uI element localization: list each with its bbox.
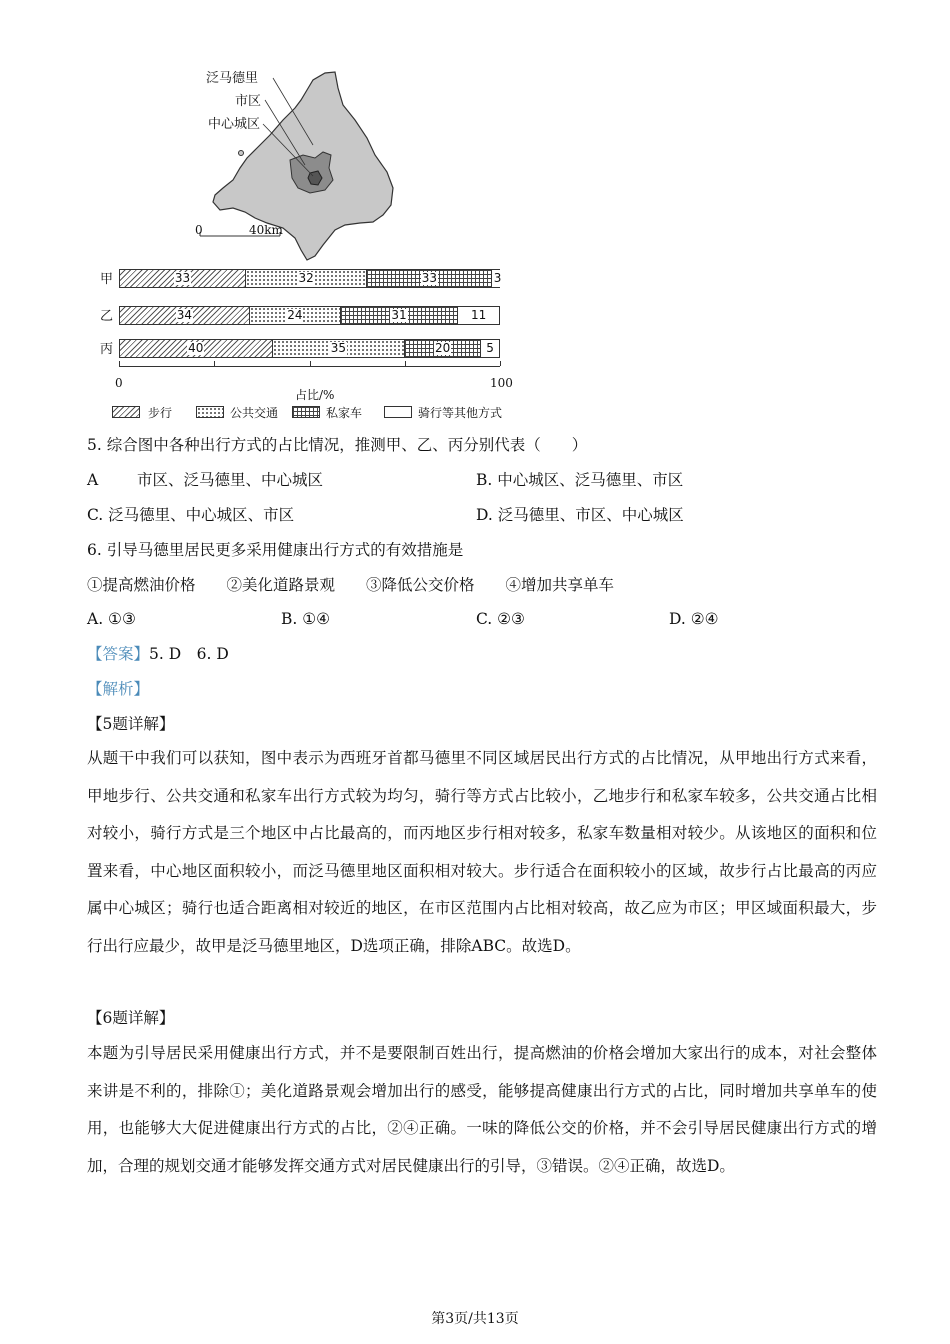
q5-detail-title: 【5题详解】 [87, 715, 175, 733]
bar-value-label: 24 [287, 308, 303, 322]
bar-segment-other [457, 307, 499, 324]
bar-value-label: 40 [188, 341, 204, 355]
x-tick-3 [405, 361, 406, 366]
x-tick-2 [310, 361, 311, 366]
q6-option-d: D. ②④ [669, 610, 719, 628]
bar-value-label: 35 [330, 341, 347, 355]
bar-segment-walk [120, 270, 245, 287]
x-tick-0 [119, 361, 120, 366]
legend-swatch-walk [112, 406, 140, 418]
answer-tag: 【答案】 [87, 645, 150, 663]
legend-swatch-car [292, 406, 320, 418]
bar-segment-car [366, 270, 491, 287]
x-axis [119, 366, 500, 367]
legend-label-walk: 步行 [148, 406, 173, 420]
map-label-city: 市区 [235, 94, 262, 109]
analysis-tag: 【解析】 [87, 680, 150, 698]
page-footer: 第3页/共13页 [431, 1311, 519, 1327]
scale-length: 40km [249, 223, 283, 237]
q6-option-c: C. ②③ [476, 610, 525, 628]
bar-value-label: 32 [298, 271, 314, 285]
legend-label-other: 骑行等其他方式 [418, 406, 503, 420]
legend-label-bus: 公共交通 [230, 406, 279, 420]
legend-swatch-other [384, 406, 412, 418]
map-label-center: 中心城区 [208, 117, 261, 132]
bar-segment-bus [245, 270, 366, 287]
bar-segment-walk [120, 307, 249, 324]
bar-value-label: 33 [174, 271, 191, 285]
bar-segment-car [340, 307, 457, 324]
scale-zero: 0 [195, 223, 203, 237]
q6-option-b: B. ①④ [281, 610, 331, 628]
row-label-2: 丙 [100, 342, 114, 357]
chart-legend [112, 404, 532, 420]
madrid-map [195, 60, 415, 275]
travel-mode-chart [0, 260, 950, 425]
bar-segment-other [480, 340, 499, 357]
map-figure [195, 60, 415, 275]
bar-value-label: 5 [486, 341, 494, 355]
map-label-greater-madrid: 泛马德里 [206, 71, 259, 86]
q5-stem: 5. 综合图中各种出行方式的占比情况，推测甲、乙、丙分别代表（ ） [87, 436, 588, 454]
q5-option-c: C. 泛马德里、中心城区、市区 [87, 506, 295, 524]
x-tick-4 [500, 361, 501, 366]
x-tick-label-0: 0 [115, 376, 123, 390]
x-tick-1 [214, 361, 215, 366]
q5-option-a-letter: A [87, 471, 99, 489]
bar-segment-bus [272, 340, 405, 357]
row-label-1: 乙 [100, 309, 114, 324]
q6-detail-title: 【6题详解】 [87, 1009, 175, 1027]
bar-row-2 [119, 339, 500, 358]
q5-option-a-text: 市区、泛马德里、中心城区 [137, 471, 324, 489]
q6-detail-body: 本题为引导居民采用健康出行方式，并不是要限制百姓出行，提高燃油的价格会增加大家出行的成本，对社会整体来讲是不利的，排除①；美化道路景观会增加出行的感受，能够提高健康出行方式的占比，同时增加共享单车的使用，也能够大大促进健康出行方式的占比，②④正确。一味的降低公交的价格，并不会引导居民健康出行方式的增加，合理的规划交通才能够发挥交通方式对居民健康出行的引导，③错误。②④正确，故选D。 [87, 1044, 877, 1175]
small-enclave [239, 151, 244, 156]
bar-value-label: 20 [435, 341, 451, 355]
x-tick-label-100: 100 [490, 376, 513, 390]
bar-value-label: 11 [471, 308, 487, 322]
bar-value-label: 31 [391, 308, 407, 322]
bar-value-label: 3 [493, 271, 502, 285]
bar-row-1 [119, 306, 500, 325]
q6-option-a: A. ①③ [87, 610, 136, 628]
bar-value-label: 34 [176, 308, 193, 322]
bar-row-0 [119, 269, 500, 288]
q6-stem: 6. 引导马德里居民更多采用健康出行方式的有效措施是 [87, 541, 464, 559]
q5-option-b: B. 中心城区、泛马德里、市区 [476, 471, 684, 489]
answer-text: 5. D 6. D [149, 645, 229, 663]
q6-items: ①提高燃油价格 ②美化道路景观 ③降低公交价格 ④增加共享单车 [87, 576, 615, 594]
q5-detail-body: 从题干中我们可以获知，图中表示为西班牙首都马德里不同区域居民出行方式的占比情况，从甲地出行方式来看，甲地步行、公共交通和私家车出行方式较为均匀，骑行等方式占比较小，乙地步行和私家车较多，公共交通占比相对较小，骑行方式是三个地区中占比最高的，而丙地区步行相对较多，私家车数量相对较少。从该地区的面积和位置来看，中心地区面积较小，而泛马德里地区面积相对较大。步行适合在面积较小的区域，故步行占比最高的丙应属中心城区；骑行也适合距离相对较近的地区，在市区范围内占比相对较高，故乙应为市区；甲区域面积最大，步行出行应最少，故甲是泛马德里地区，D选项正确，排除ABC。故选D。 [87, 749, 877, 955]
legend-label-car: 私家车 [326, 406, 363, 420]
x-axis-label: 占比/% [295, 388, 335, 402]
bar-segment-walk [120, 340, 272, 357]
bar-segment-other [491, 270, 502, 287]
legend-swatch-bus [196, 406, 224, 418]
bar-segment-car [404, 340, 480, 357]
answer-line [87, 644, 229, 664]
q5-option-d: D. 泛马德里、市区、中心城区 [476, 506, 684, 524]
row-label-0: 甲 [100, 272, 114, 287]
bar-segment-bus [249, 307, 340, 324]
bar-value-label: 33 [421, 271, 438, 285]
